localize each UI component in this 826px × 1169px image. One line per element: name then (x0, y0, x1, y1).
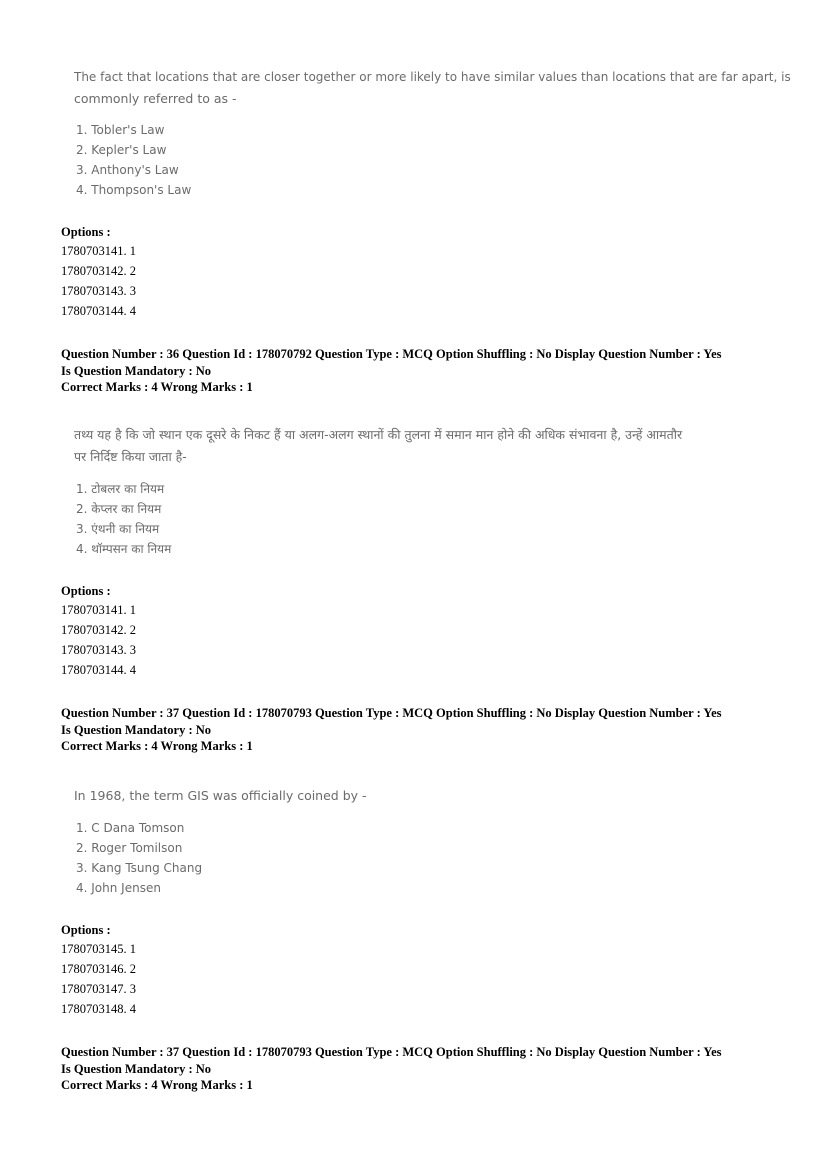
question-marks: Correct Marks : 4 Wrong Marks : 1 (61, 1078, 253, 1092)
question-text-line: In 1968, the term GIS was officially coined by - (74, 788, 367, 803)
option-item: 1780703145. 1 (61, 942, 136, 956)
question-marks: Correct Marks : 4 Wrong Marks : 1 (61, 380, 253, 394)
option-item: 1780703142. 2 (61, 623, 136, 637)
answer-choices (76, 479, 171, 559)
option-item: 1780703147. 3 (61, 982, 136, 996)
option-item: 1780703142. 2 (61, 264, 136, 278)
question-meta (61, 346, 722, 396)
answer-choice: 3. एंथनी का नियम (76, 522, 160, 536)
answer-choice: 4. थॉम्पसन का नियम (76, 542, 172, 556)
answer-choice: 1. C Dana Tomson (76, 821, 185, 835)
question-text (74, 424, 682, 468)
options-list (61, 241, 136, 321)
options-label: Options : (61, 225, 111, 239)
options-list (61, 600, 136, 680)
question-meta (61, 1044, 722, 1094)
options-label: Options : (61, 584, 111, 598)
question-text-line: The fact that locations that are closer together or more likely to have similar values than locations that are far apart, is (74, 70, 791, 84)
answer-choice: 2. केप्लर का नियम (76, 502, 162, 516)
question-mandatory: Is Question Mandatory : No (61, 1061, 212, 1076)
option-item: 1780703143. 3 (61, 284, 136, 298)
answer-choices (76, 120, 191, 200)
question-text-line: commonly referred to as - (74, 91, 237, 106)
question-marks: Correct Marks : 4 Wrong Marks : 1 (61, 739, 253, 753)
question-text (74, 785, 367, 807)
answer-choices (76, 818, 202, 898)
question-meta-line: Question Number : 36 Question Id : 178070792 Question Type : MCQ Option Shuffling : No Display Question Number : Yes (61, 347, 722, 361)
question-mandatory: Is Question Mandatory : No (61, 363, 212, 378)
question-mandatory: Is Question Mandatory : No (61, 722, 212, 737)
option-item: 1780703141. 1 (61, 603, 136, 617)
answer-choice: 3. Kang Tsung Chang (76, 861, 203, 875)
question-meta-line: Question Number : 37 Question Id : 178070793 Question Type : MCQ Option Shuffling : No Display Question Number : Yes (61, 1045, 722, 1059)
answer-choice: 1. Tobler's Law (76, 123, 165, 137)
answer-choice: 1. टोबलर का नियम (76, 482, 165, 496)
option-item: 1780703144. 4 (61, 304, 136, 318)
answer-choice: 4. John Jensen (76, 881, 161, 895)
question-text-line: पर निर्दिष्ट किया जाता है- (74, 449, 187, 464)
option-item: 1780703146. 2 (61, 962, 136, 976)
question-meta-line: Question Number : 37 Question Id : 178070793 Question Type : MCQ Option Shuffling : No Display Question Number : Yes (61, 706, 722, 720)
options-list (61, 939, 136, 1019)
option-item: 1780703141. 1 (61, 244, 136, 258)
question-text-line: तथ्य यह है कि जो स्थान एक दूसरे के निकट हैं या अलग-अलग स्थानों की तुलना में समान मान होने की अधिक संभावना है, उन्हें आमतौर (74, 427, 683, 442)
answer-choice: 3. Anthony's Law (76, 163, 179, 177)
answer-choice: 2. Roger Tomilson (76, 841, 183, 855)
option-item: 1780703148. 4 (61, 1002, 136, 1016)
option-item: 1780703144. 4 (61, 663, 136, 677)
answer-choice: 4. Thompson's Law (76, 183, 192, 197)
options-label: Options : (61, 923, 111, 937)
question-text (74, 66, 791, 110)
question-meta (61, 705, 722, 755)
option-item: 1780703143. 3 (61, 643, 136, 657)
answer-choice: 2. Kepler's Law (76, 143, 167, 157)
